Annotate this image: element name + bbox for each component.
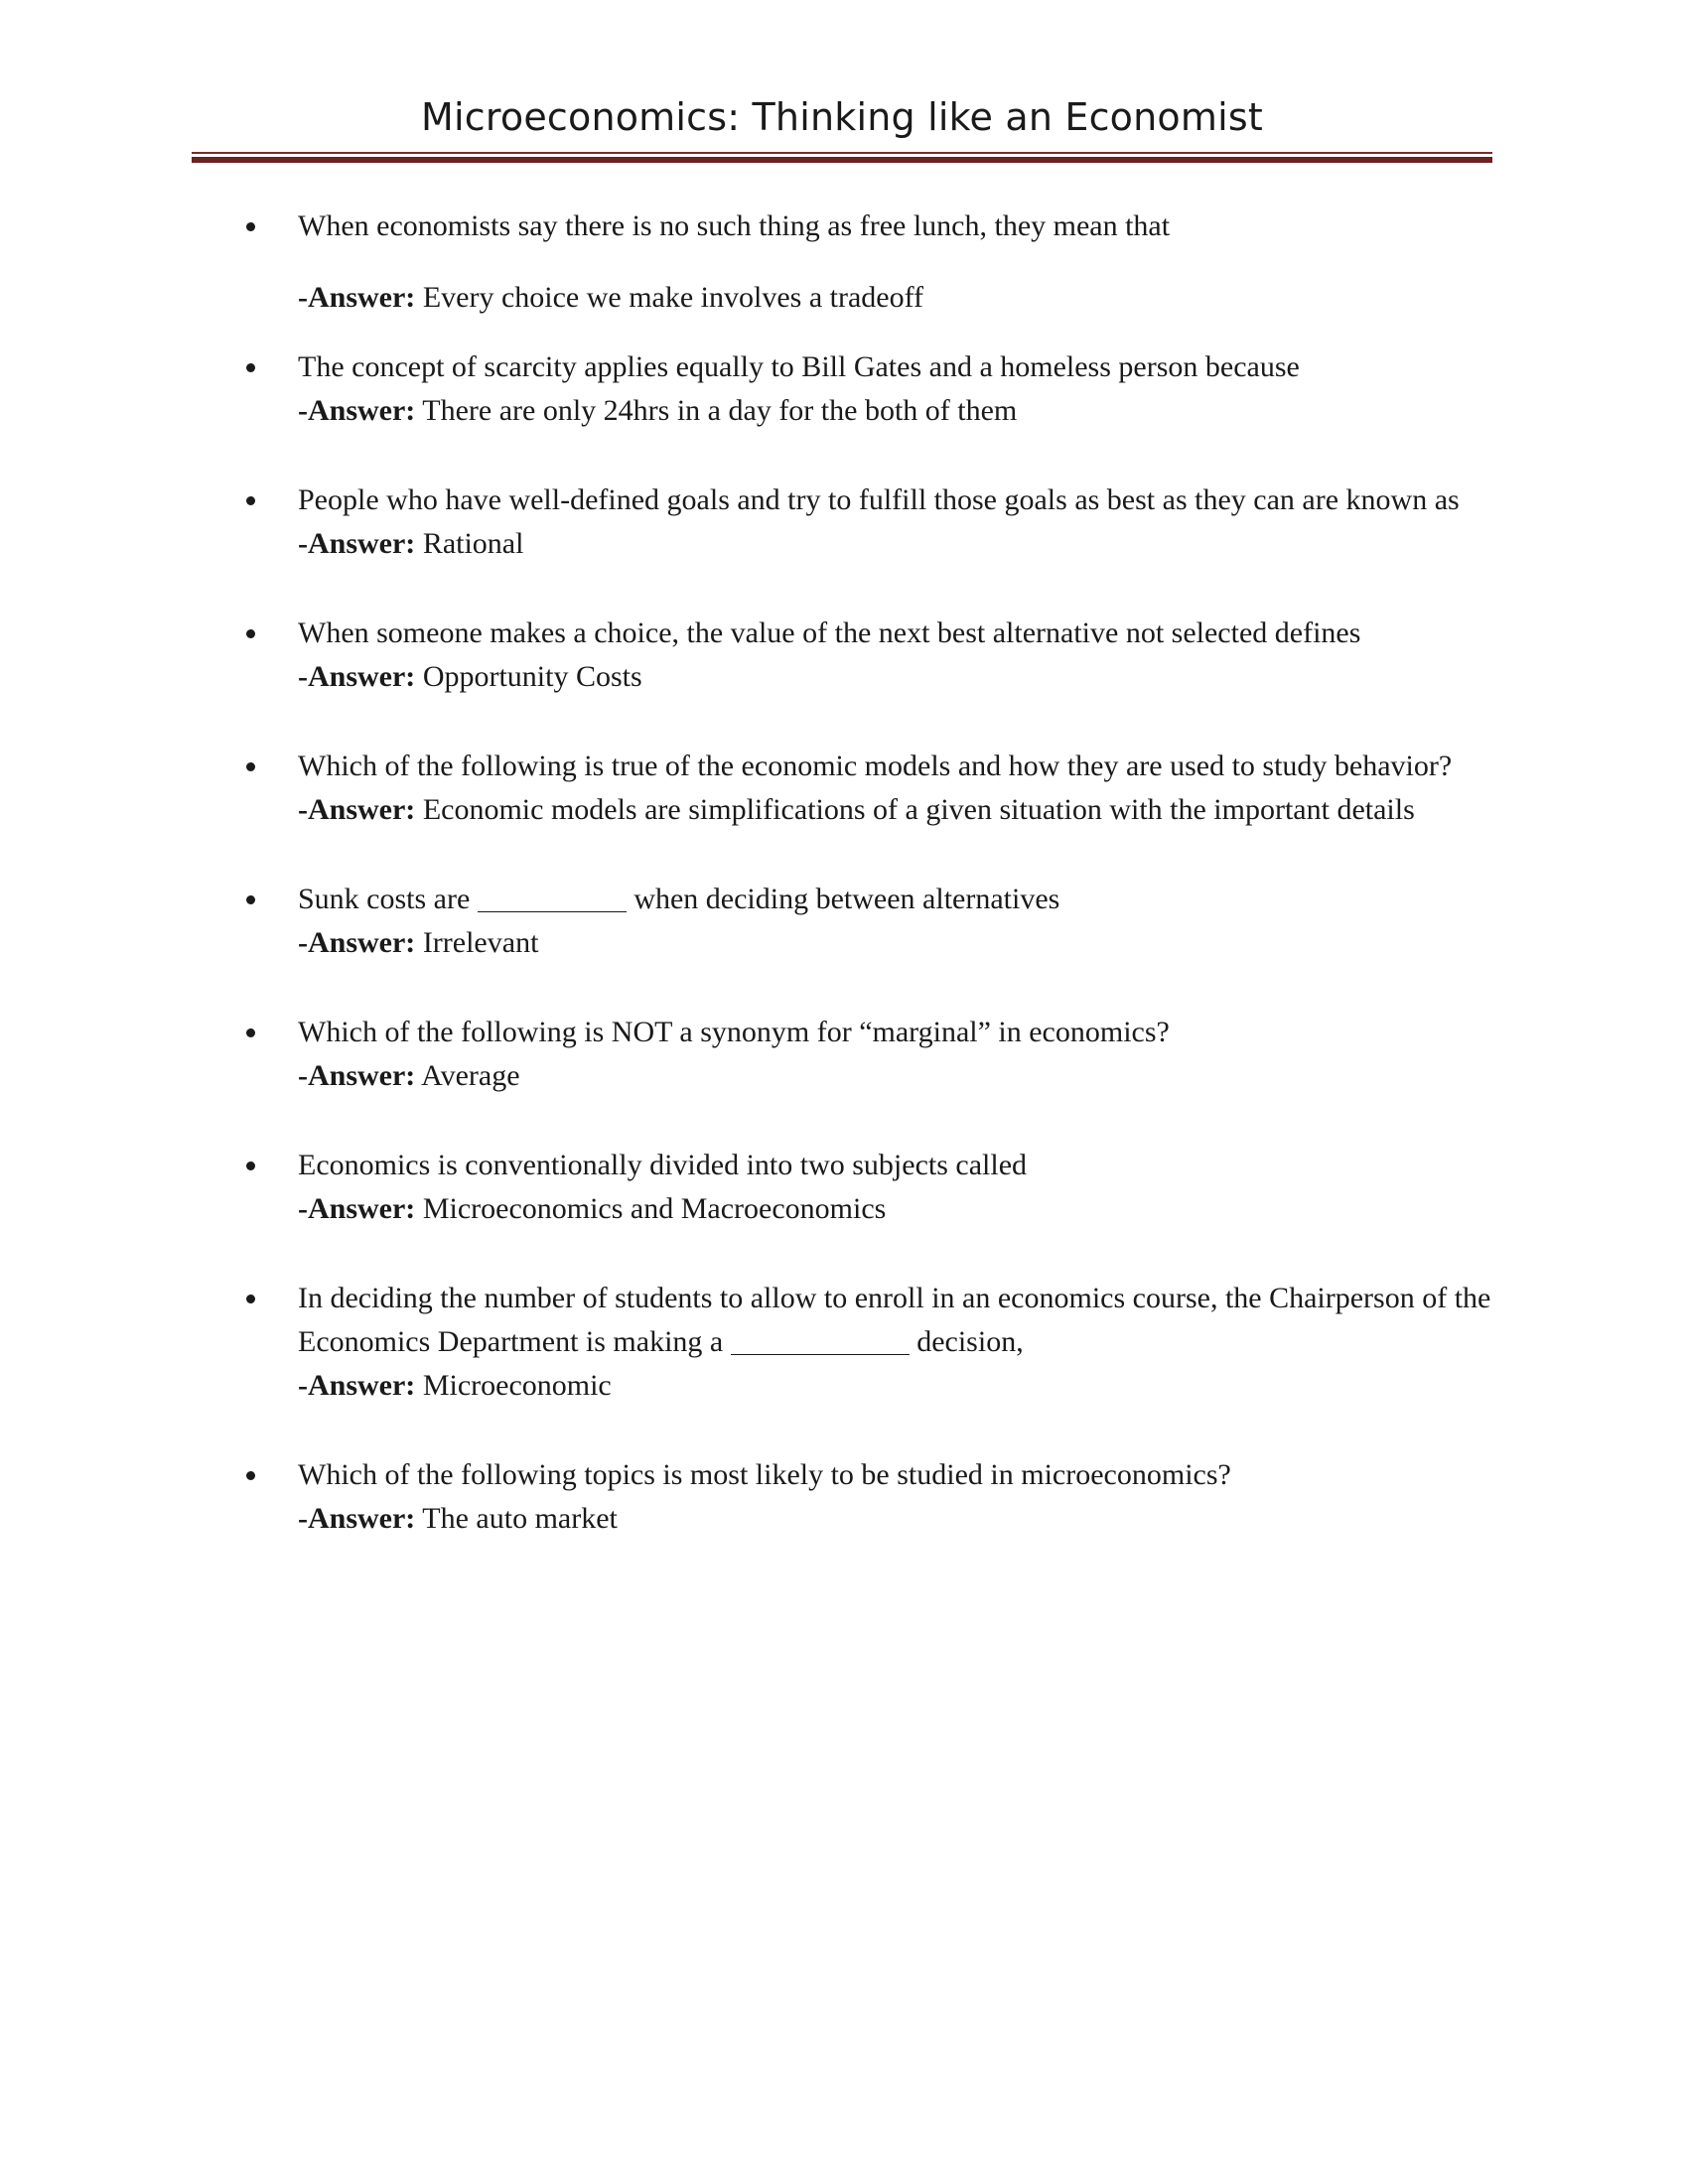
answer-line xyxy=(298,1497,1503,1541)
question-text: Which of the following topics is most likely to be studied in microeconomics? xyxy=(298,1458,1231,1491)
bullet-icon xyxy=(246,363,255,372)
qa-item-9 xyxy=(242,1277,1503,1408)
answer-label: -Answer: xyxy=(298,1502,416,1535)
qa-item-8 xyxy=(242,1144,1503,1231)
answer-text: Economic models are simplifications of a given situation with the important details xyxy=(422,793,1415,826)
answer-text: Microeconomics and Macroeconomics xyxy=(422,1192,887,1225)
qa-item-7 xyxy=(242,1011,1503,1098)
title-rule-thick xyxy=(192,157,1492,163)
question-text: People who have well-defined goals and try to fulfill those goals as best as they can are known as xyxy=(298,483,1460,516)
answer-label: -Answer: xyxy=(298,660,416,693)
answer-label: -Answer: xyxy=(298,281,416,314)
bullet-icon xyxy=(246,1161,255,1170)
fill-in-blank xyxy=(478,882,627,912)
bullet-icon xyxy=(246,496,255,505)
answer-line xyxy=(298,1364,1503,1408)
question-text xyxy=(298,1277,1503,1364)
answer-text: Every choice we make involves a tradeoff xyxy=(422,281,924,314)
qa-item-6 xyxy=(242,878,1503,965)
answer-label: -Answer: xyxy=(298,926,416,959)
answer-line xyxy=(298,276,1503,320)
question-text-after: when deciding between alternatives xyxy=(633,883,1060,915)
bullet-icon xyxy=(246,629,255,638)
question-text: Which of the following is NOT a synonym for “marginal” in economics? xyxy=(298,1016,1170,1048)
answer-line xyxy=(298,522,1503,566)
answer-line xyxy=(298,788,1503,832)
qa-item-3 xyxy=(242,478,1503,566)
question-text-before: Sunk costs are xyxy=(298,883,471,915)
qa-item-1 xyxy=(242,205,1503,320)
answer-label: -Answer: xyxy=(298,1369,416,1402)
answer-text: Rational xyxy=(422,527,524,560)
bullet-icon xyxy=(246,222,255,231)
qa-item-4 xyxy=(242,612,1503,699)
qa-item-2 xyxy=(242,345,1503,433)
question-text: Which of the following is true of the economic models and how they are used to study behavior? xyxy=(298,750,1453,782)
answer-text: There are only 24hrs in a day for the both of them xyxy=(422,394,1018,427)
question-text-before: In deciding the number of students to allow to enroll in an economics course, the Chairperson of the Economics Department is making a xyxy=(298,1282,1491,1358)
answer-text: The auto market xyxy=(422,1502,618,1535)
answer-text: Opportunity Costs xyxy=(422,660,642,693)
question-answer-list xyxy=(242,205,1503,1541)
bullet-icon xyxy=(246,1028,255,1037)
answer-text: Irrelevant xyxy=(422,926,539,959)
question-text: When someone makes a choice, the value of the next best alternative not selected defines xyxy=(298,616,1361,649)
answer-label: -Answer: xyxy=(298,1192,416,1225)
page-title: Microeconomics: Thinking like an Economist xyxy=(421,95,1263,139)
qa-item-5 xyxy=(242,745,1503,832)
bullet-icon xyxy=(246,1295,255,1303)
question-text: The concept of scarcity applies equally to Bill Gates and a homeless person because xyxy=(298,350,1300,383)
answer-text: Average xyxy=(421,1059,520,1092)
answer-line xyxy=(298,389,1503,433)
answer-label: -Answer: xyxy=(298,793,416,826)
answer-line xyxy=(298,921,1503,965)
bullet-icon xyxy=(246,762,255,771)
answer-line xyxy=(298,1187,1503,1231)
question-text xyxy=(298,878,1503,921)
answer-line xyxy=(298,1054,1503,1098)
answer-text: Microeconomic xyxy=(422,1369,612,1402)
question-text: Economics is conventionally divided into two subjects called xyxy=(298,1149,1028,1181)
answer-label: -Answer: xyxy=(298,1059,416,1092)
answer-label: -Answer: xyxy=(298,394,416,427)
qa-item-10 xyxy=(242,1453,1503,1541)
bullet-icon xyxy=(246,895,255,904)
question-text-after: decision, xyxy=(916,1325,1024,1358)
question-text: When economists say there is no such thing as free lunch, they mean that xyxy=(298,209,1171,242)
fill-in-blank xyxy=(731,1324,910,1355)
answer-line xyxy=(298,655,1503,699)
bullet-icon xyxy=(246,1471,255,1480)
answer-label: -Answer: xyxy=(298,527,416,560)
title-rule-thin xyxy=(192,152,1492,154)
